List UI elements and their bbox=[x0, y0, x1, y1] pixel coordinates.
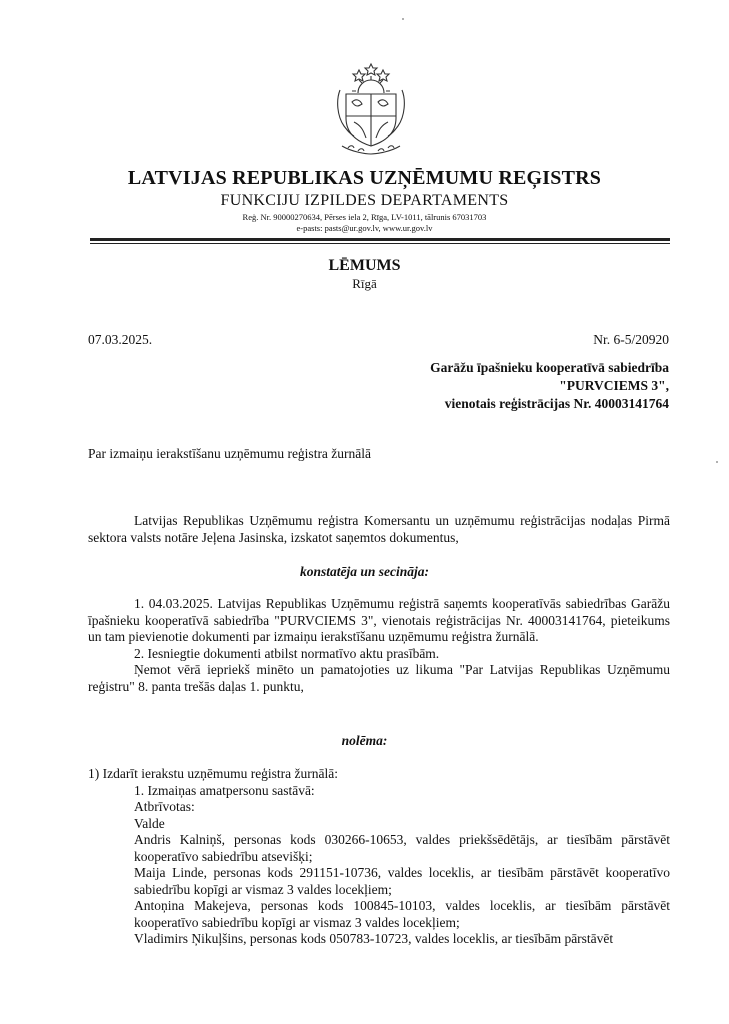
document-number: Nr. 6-5/20920 bbox=[593, 332, 669, 347]
addressee-block bbox=[430, 359, 669, 413]
header-divider bbox=[90, 238, 670, 241]
scan-speck bbox=[716, 461, 718, 463]
registry-contacts: e-pasts: pasts@ur.gov.lv, www.ur.gov.lv bbox=[296, 223, 433, 233]
findings-block bbox=[88, 596, 670, 695]
decision-item: 1) Izdarīt ierakstu uzņēmumu reģistra žurnālā: bbox=[88, 766, 339, 781]
coat-of-arms-icon bbox=[332, 60, 410, 156]
board-label: Valde bbox=[134, 815, 165, 831]
released-label: Atbrīvotas: bbox=[134, 799, 195, 814]
registry-address: Reģ. Nr. 90000270634, Pērses iela 2, Rīga, LV-1011, tālrunis 67031703 bbox=[242, 212, 487, 222]
decision-subitem: 1. Izmaiņas amatpersonu sastāvā: bbox=[134, 782, 315, 798]
person-entry: Maija Linde, personas kods 291151-10736, valdes loceklis, ar tiesībām pārstāvēt kooperatīvo sabiedrību kopīgi ar vismaz 3 valdes locekļiem; bbox=[134, 865, 670, 897]
scan-speck bbox=[402, 18, 404, 20]
decision-heading: nolēma: bbox=[341, 733, 388, 748]
findings-heading: konstatēja un secināja: bbox=[299, 564, 429, 579]
registry-title: LATVIJAS REPUBLIKAS UZŅĒMUMU REĢISTRS bbox=[127, 167, 602, 189]
finding-paragraph: 1. 04.03.2025. Latvijas Republikas Uzņēmumu reģistrā saņemts kooperatīvās sabiedrības Garāžu īpašnieku kooperatīvā sabiedrība "PURVCIEMS 3", vienotais reģistrācijas Nr. 40003141764, pieteikums un tam pievienotie dokumenti par izmaiņu ierakstīšanu uzņēmumu reģistra žurnālā. bbox=[88, 596, 670, 644]
document-date: 07.03.2025. bbox=[88, 332, 153, 347]
header-divider-thin bbox=[90, 243, 670, 244]
intro-paragraph: Latvijas Republikas Uzņēmumu reģistra Komersantu un uzņēmumu reģistrācijas nodaļas Pirmā sektora valsts notāre Jeļena Jasinska, izskatot saņemtos dokumentus, bbox=[88, 513, 670, 545]
addressee-line: vienotais reģistrācijas Nr. 40003141764 bbox=[444, 396, 669, 411]
addressee-line: Garāžu īpašnieku kooperatīvā sabiedrība bbox=[430, 360, 669, 375]
document-subject: Par izmaiņu ierakstīšanu uzņēmumu reģistra žurnālā bbox=[88, 446, 372, 461]
document-place: Rīgā bbox=[352, 276, 377, 291]
decision-block bbox=[88, 766, 670, 948]
person-entry: Andris Kalniņš, personas kods 030266-10653, valdes priekšsēdētājs, ar tiesībām pārstāvēt kooperatīvo sabiedrību atsevišķi; bbox=[134, 832, 670, 864]
addressee-line: "PURVCIEMS 3", bbox=[559, 378, 669, 393]
person-entry: Antoņina Makejeva, personas kods 100845-10103, valdes loceklis, ar tiesībām pārstāvēt kooperatīvo sabiedrību kopīgi ar vismaz 3 valdes locekļiem; bbox=[134, 898, 670, 930]
document-title: LĒMUMS bbox=[328, 257, 401, 274]
person-entry: Vladimirs Ņikuļšins, personas kods 050783-10723, valdes loceklis, ar tiesībām pārstāvēt bbox=[134, 931, 614, 946]
finding-paragraph: 2. Iesniegtie dokumenti atbilst normatīvo aktu prasībām. bbox=[134, 645, 440, 661]
finding-paragraph: Ņemot vērā iepriekš minēto un pamatojoties uz likuma "Par Latvijas Republikas Uzņēmumu reģistru" 8. panta trešās daļas 1. punktu, bbox=[88, 662, 670, 694]
department-name: FUNKCIJU IZPILDES DEPARTAMENTS bbox=[220, 192, 509, 209]
